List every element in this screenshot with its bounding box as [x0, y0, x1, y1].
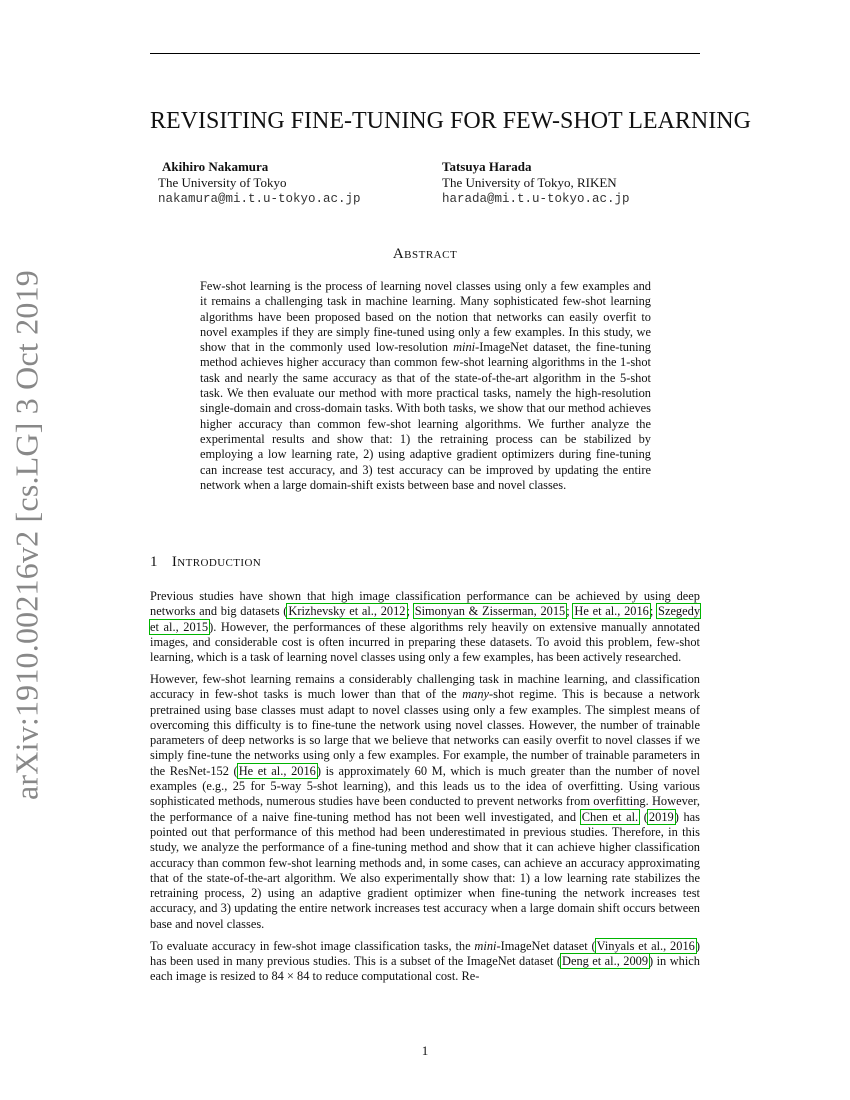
paragraph-2: However, few-shot learning remains a considerably challenging task in machine learning, and classification accuracy in few-shot tasks is much lower than that of the many-shot regime. This is because a network pretrained using base classes must adapt to novel classes using only a few examples. The simplest means of overcoming this difficulty is to fine-tune the network using novel classes. However, the number of trainable parameters of deep networks is so large that we believe that networks can easily overfit to novel classes if we simply fine-tune the networks using only a few examples. For example, the number of trainable parameters in the ResNet-152 (He et al., 2016) is approximately 60 M, which is much greater than the number of novel examples (e.g., 25 for 5-way 5-shot learning), and this leads us to the idea of overfitting. Using various sophisticated methods, numerous studies have been conducted to prevent networks from overfitting. However, the performance of a naive fine-tuning method has not been well investigated, and Chen et al. (2019) has pointed out that performance of this method had been underestimated in previous studies. Therefore, in this study, we analyze the performance of a fine-tuning method and show that it can achieve higher classification accuracy than common few-shot learning methods and, in some cases, can achieve an accuracy approximating that of the state-of-the-art algorithm. We also experimentally show that: 1) a low learning rate stabilizes the retraining process, 2) using an adaptive gradient optimizer when fine-tuning the network increases test accuracy, and 3) updating the entire network increases test accuracy when a large domain shift occurs between base and novel classes. — [150, 671, 700, 931]
citation-link[interactable]: Deng et al., 2009 — [562, 953, 649, 968]
author-affiliation: The University of Tokyo, RIKEN — [442, 175, 617, 190]
arxiv-identifier: arXiv:1910.00216v2 [cs.LG] 3 Oct 2019 — [8, 270, 45, 800]
author-name: Akihiro Nakamura — [162, 159, 269, 174]
citation-link[interactable]: He et al., 2016 — [574, 604, 649, 619]
citation-link[interactable]: Vinyals et al., 2016 — [596, 938, 695, 953]
arxiv-sidebar — [2, 270, 52, 800]
paper-title: REVISITING FINE-TUNING FOR FEW-SHOT LEARNING — [150, 108, 751, 134]
citation-link[interactable]: Krizhevsky et al., 2012 — [288, 604, 406, 619]
section-heading: 1 Introduction — [150, 554, 262, 570]
author-email[interactable]: harada@mi.t.u-tokyo.ac.jp — [442, 192, 630, 206]
citation-link[interactable]: Szegedy et al., 2015 — [150, 604, 701, 634]
author-email[interactable]: nakamura@mi.t.u-tokyo.ac.jp — [158, 192, 361, 206]
abstract-text: Few-shot learning is the process of learning novel classes using only a few examples and it remains a challenging task in machine learning. Many sophisticated few-shot learning algorithms have been proposed based on the notion that networks can easily overfit to novel examples if they are simply fine-tuned using only a few examples. In this study, we show that in the commonly used low-resolution mini-ImageNet dataset, the fine-tuning method achieves higher accuracy than common few-shot learning algorithms in the 1-shot task and nearly the same accuracy as that of the state-of-the-art algorithm in the 5-shot task. We then evaluate our method with more practical tasks, namely the high-resolution single-domain and cross-domain tasks. With both tasks, we show that our method achieves higher accuracy than common few-shot learning algorithms. We further analyze the experimental results and show that: 1) the retraining process can be stabilized by employing a low learning rate, 2) using adaptive gradient optimizers during fine-tuning can increase test accuracy, and 3) test accuracy can be improved by updating the entire network when a large domain-shift exists between base and novel classes. — [200, 279, 651, 492]
author-1 — [158, 159, 361, 207]
author-2 — [442, 159, 630, 207]
paragraph-1: Previous studies have shown that high image classification performance can be achieved by using deep networks and big datasets (Krizhevsky et al., 2012; Simonyan & Zisserman, 2015; He et al., 2016; Szegedy et al., 2015). However, the performances of these algorithms rely heavily on extensive manually annotated images, and considerable cost is often incurred in preparing these datasets. To avoid this problem, few-shot learning, which is a task of learning novel classes using only a few examples, has been actively researched. — [150, 589, 701, 665]
author-affiliation: The University of Tokyo — [158, 175, 287, 190]
paragraph-3: To evaluate accuracy in few-shot image classification tasks, the mini-ImageNet dataset (Vinyals et al., 2016) has been used in many previous studies. This is a subset of the ImageNet dataset (Deng et al., 2009) in which each image is resized to 84 × 84 to reduce computational cost. Re- — [150, 938, 700, 984]
citation-link[interactable]: Chen et al. — [581, 809, 639, 824]
abstract-heading: Abstract — [392, 246, 458, 262]
page-number: 1 — [421, 1043, 429, 1058]
author-name: Tatsuya Harada — [442, 159, 532, 174]
citation-link[interactable]: Simonyan & Zisserman, 2015 — [414, 604, 566, 619]
citation-link[interactable]: 2019 — [648, 809, 674, 824]
top-rule — [150, 53, 700, 54]
citation-link[interactable]: He et al., 2016 — [238, 763, 316, 778]
body-text — [150, 589, 700, 991]
